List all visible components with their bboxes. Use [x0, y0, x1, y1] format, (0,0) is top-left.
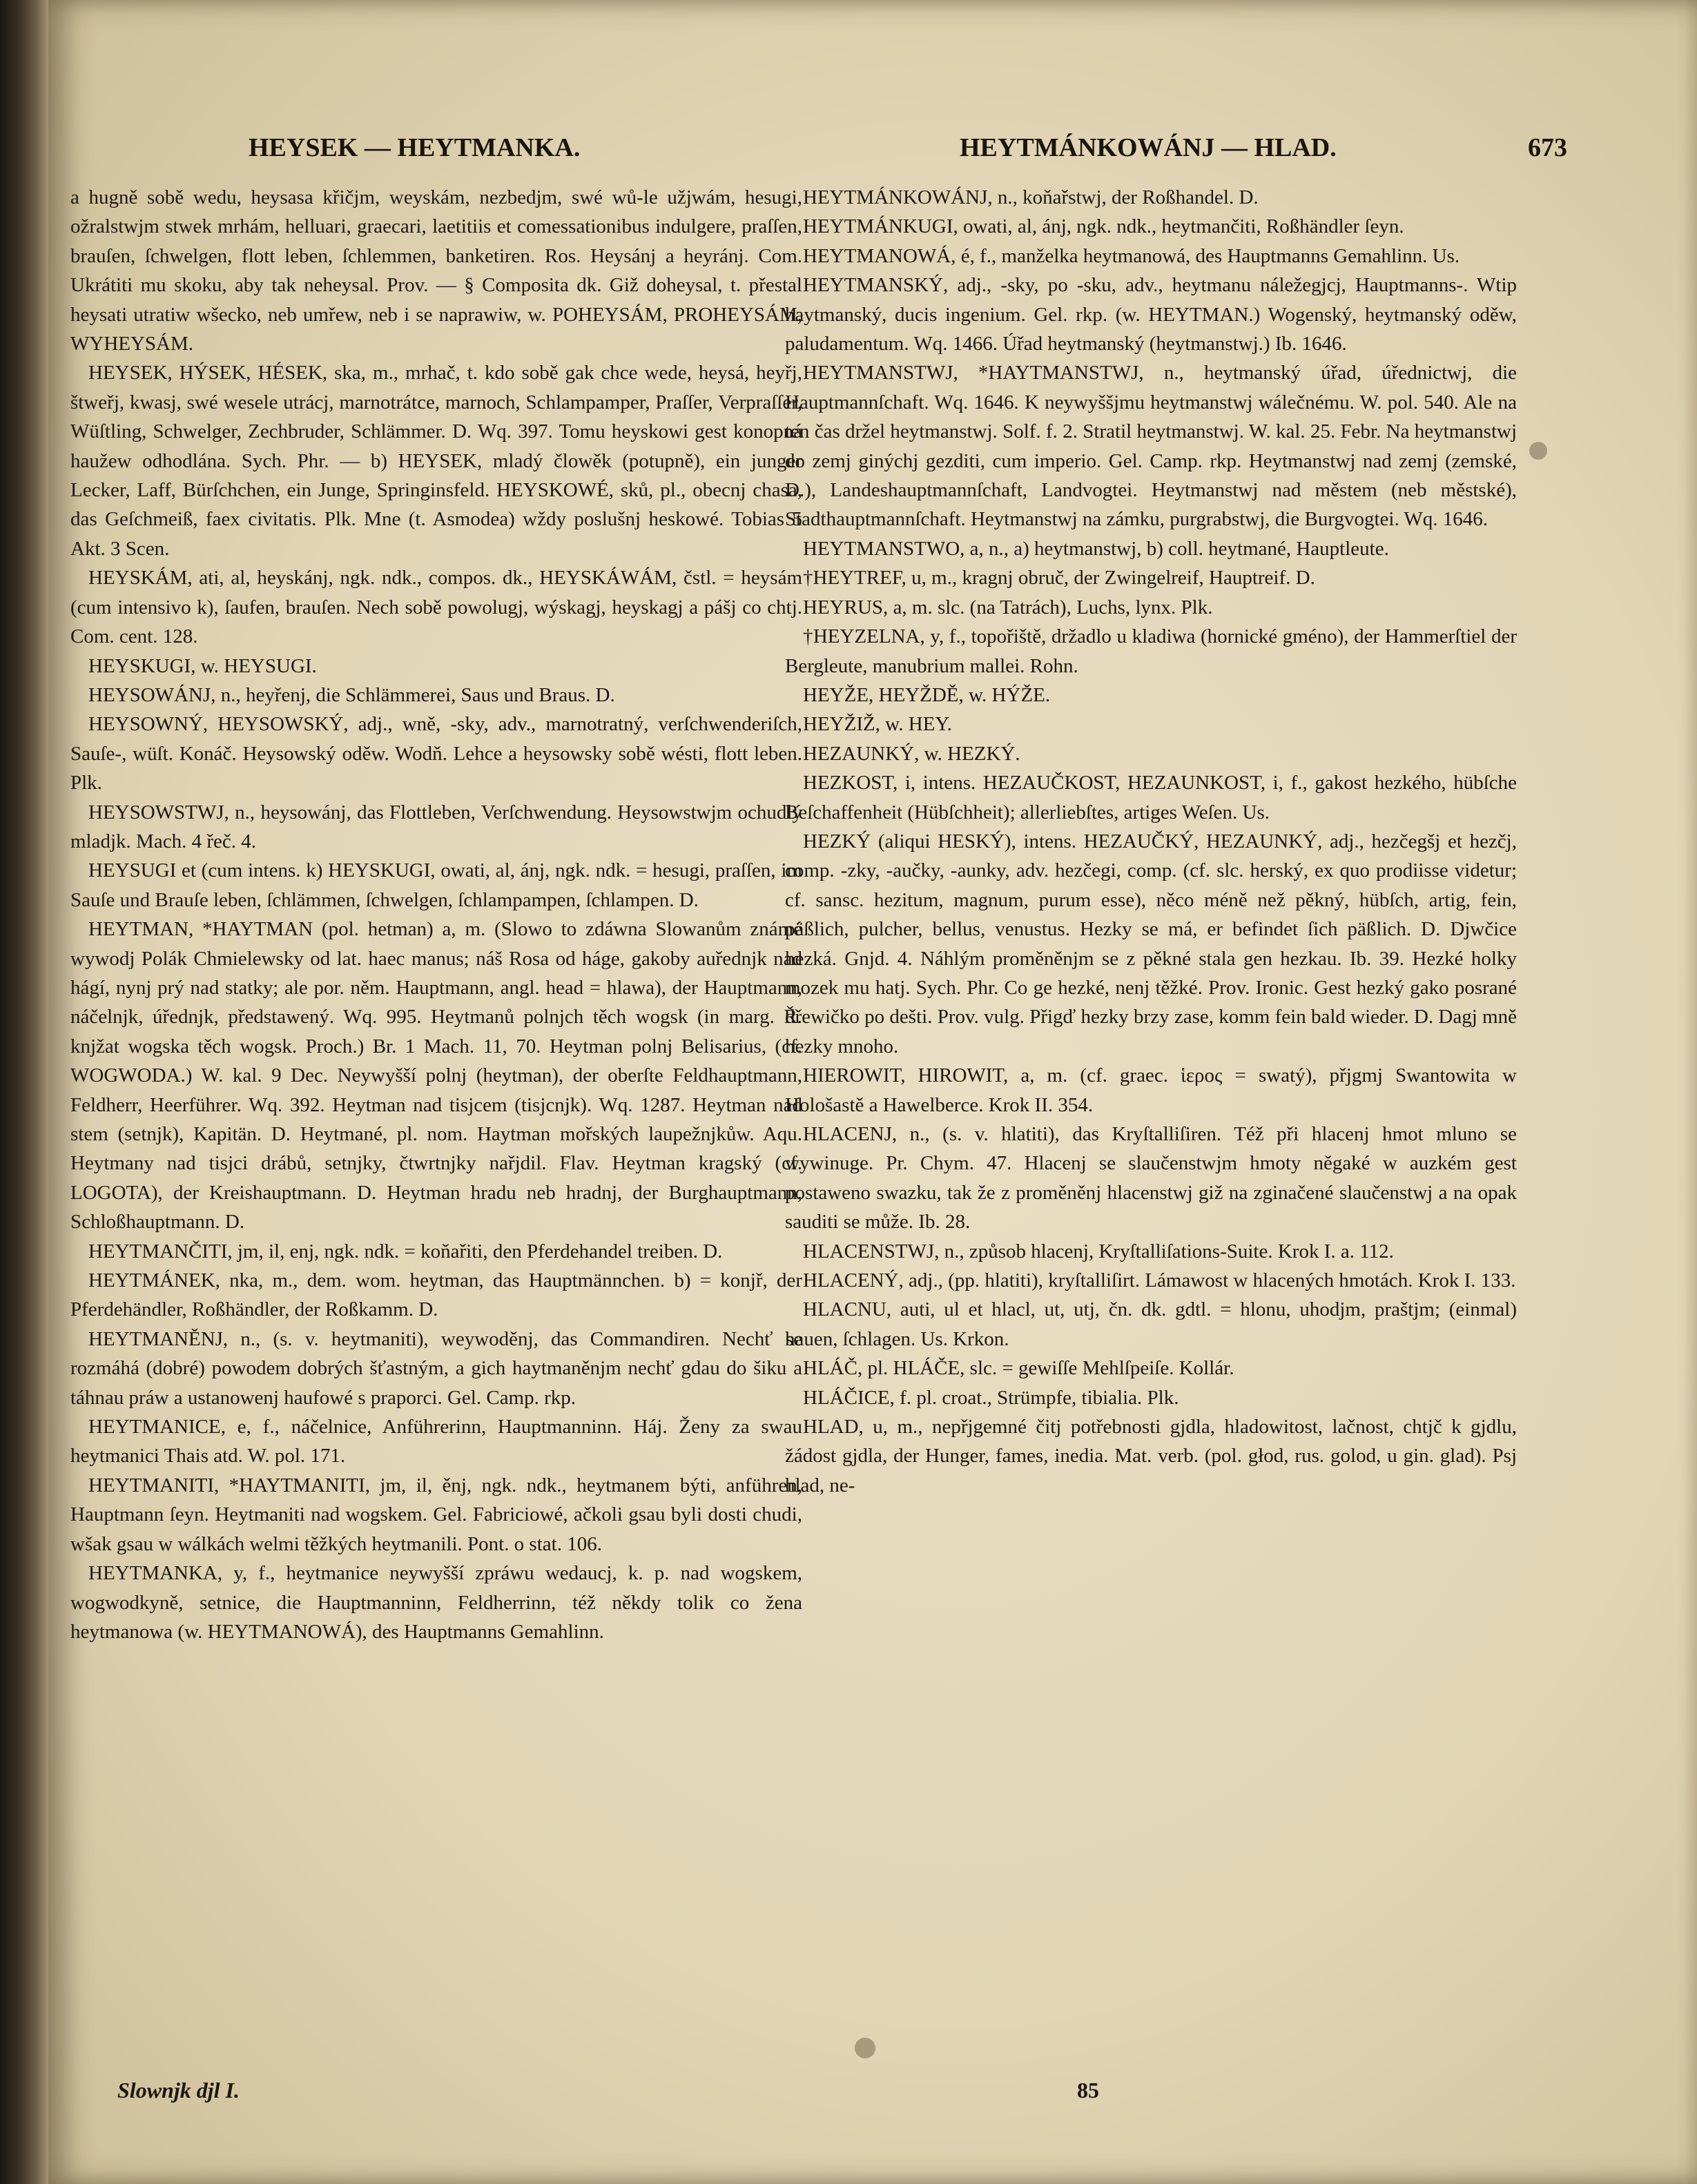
entry-hlad: HLAD, u, m., nepřjgemné čitj potřebnosti gjdla, hladowitost, lačnost, chtjč k gjdlu, žádost gjdla, der Hunger, fames, inedia. Mat. verb. (pol. głod, rus. golod, u gin. glad). Psj hlad, ne-	[785, 1416, 1517, 1496]
entry-heysek: HEYSEK, HÝSEK, HÉSEK, ska, m., mrhač, t. kdo sobě gak chce wede, heysá, heyřj, štweřj, kwasj, swé wesele utrácj, marnotrátce, marnoch, Schlampamper, Praſſer, Verpraſſer, Wüſtling, Schwelger, Zechbruder, Schlämmer. D. Wq. 397. Tomu heyskowi gest konopná haužew odhodlána. Sych. Phr. — b) HEYSEK, mladý člowěk (potupně), ein junger Lecker, Laff, Bürſchchen, ein Junge, Springinsfeld. HEYSKOWÉ, sků, pl., obecnj chasa, das Geſchmeiß, faex civitatis. Plk. Mne (t. Asmodea) wždy poslušnj heskowé. Tobias 5 Akt. 3 Scen.	[70, 362, 802, 560]
entry-heytmankugi: HEYTMÁNKUGI, owati, al, ánj, ngk. ndk., heytmančiti, Roßhändler ſeyn.	[803, 215, 1404, 238]
entry-heytmanice: HEYTMANICE, e, f., náčelnice, Anführerinn, Hauptmanninn. Háj. Ženy za swau heytmanici Thais atd. W. pol. 171.	[70, 1416, 802, 1468]
entry-hezkost: HEZKOST, i, intens. HEZAUČKOST, HEZAUNKOST, i, f., gakost hezkého, hübſche Beſchaffenheit (Hübſchheit); allerliebſtes, artiges Weſen. Us.	[785, 772, 1517, 823]
entry-heyskam: HEYSKÁM, ati, al, heyskánj, ngk. ndk., compos. dk., HEYSKÁWÁM, čstl. = heysám (cum intensivo k), ſaufen, brauſen. Nech sobě powolugj, wýskagj, heyskagj a pášj co chtj. Com. cent. 128.	[70, 567, 802, 648]
running-header	[138, 133, 1595, 174]
page-footer	[117, 2078, 1498, 2112]
entry-hezky: HEZKÝ (aliqui HESKÝ), intens. HEZAUČKÝ, HEZAUNKÝ, adj., hezčegšj et hezčj, comp. -zky, -aučky, -aunky, adv. hezčegi, comp. (cf. slc. herský, ex quo prodiisse videtur; cf. sansc. hezitum, magnum, purum esse), něco méně než pěkný, hübſch, artig, fein, päßlich, pulcher, bellus, venustus. Hezky se má, er befindet ſich päßlich. D. Djwčice hezká. Gnjd. 4. Náhlým proměněnjm se z pěkné stala gen hezkau. Ib. 39. Hezké holky mozek mu hatj. Sych. Phr. Co ge hezké, nenj těžké. Prov. Ironic. Gest hezký gako posrané dřewičko po dešti. Prov. vulg. Přigď hezky brzy zase, komm fein bald wieder. D. Dagj mně hezky mnoho.	[785, 830, 1517, 1057]
entry-hierowit: HIEROWIT, HIROWIT, a, m. (cf. graec. ἱερος = swatý), přjgmj Swantowita w Hološastě a Hawelberce. Krok II. 354.	[785, 1064, 1517, 1116]
entry-heyrus: HEYRUS, a, m. slc. (na Tatrách), Luchs, lynx. Plk.	[803, 596, 1213, 618]
entry-heytmansky: HEYTMANSKÝ, adj., -sky, po -sku, adv., heytmanu náležegjcj, Hauptmanns-. Wtip haytmanský, ducis ingenium. Gel. rkp. (w. HEYTMAN.) Wogenský, heytmanský oděw, paludamentum. Wq. 1466. Úřad heytmanský (heytmanstwj.) Ib. 1646.	[785, 274, 1517, 355]
entry-hlacnu: HLACNU, auti, ul et hlacl, ut, utj, čn. dk. gdtl. = hlonu, uhodjm, praštjm; (einmal) hauen, ſchlagen. Us. Krkon.	[785, 1298, 1517, 1350]
entry-heytman: HEYTMAN, *HAYTMAN (pol. hetman) a, m. (Slowo to zdáwna Slowanům známé wywodj Polák Chmielewsky od lat. haec manus; náš Rosa od háge, gakoby auřednjk nad hágí, nynj prý nad statky; ale por. něm. Hauptmann, angl. head = hlawa), der Hauptmann, náčelnjk, úřednjk, předstawený. Wq. 995. Heytmanů polnjch těch wogsk (in marg. Ř. knjžat wogska těch wogsk. Proch.) Br. 1 Mach. 11, 70. Heytman polnj Belisarius, (cf. WOGWODA.) W. kal. 9 Dec. Neywyšší polnj (heytman), der oberſte Feldhauptmann, Feldherr, Heerführer. Wq. 392. Heytman nad tisjcem (tisjcnjk). Wq. 1287. Heytman nad stem (setnjk), Kapitän. D. Heytmané, pl. nom. Haytman mořských laupežnjkůw. Aqu. Heytmany nad tisjci drábů, setnjky, čtwrtnjky nařjdil. Flav. Heytman kragský (cf. LOGOTA), der Kreishauptmann. D. Heytman hradu neb hradnj, der Burghauptmann, Schloßhauptmann. D.	[70, 918, 802, 1234]
entry-heysowny: HEYSOWNÝ, HEYSOWSKÝ, adj., wně, -sky, adv., marnotratný, verſchwenderiſch, Sauſe-, wüſt. Konáč. Heysowský oděw. Wodň. Lehce a heysowsky sobě wésti, flott leben. Plk.	[70, 713, 802, 794]
entry-heysugi: HEYSUGI et (cum intens. k) HEYSKUGI, owati, al, ánj, ngk. ndk. = hesugi, praſſen, im Sauſe und Brauſe leben, ſchlämmen, ſchwelgen, ſchlampampen, ſchlampen. D.	[70, 859, 802, 911]
entry-hezaunky: HEZAUNKÝ, w. HEZKÝ.	[803, 742, 1020, 765]
entry-hlacenstwj: HLACENSTWJ, n., způsob hlacenj, Kryſtalliſations-Suite. Krok I. a. 112.	[803, 1240, 1394, 1262]
right-column	[785, 183, 1517, 1500]
header-left-title: HEYSEK — HEYTMANKA.	[249, 133, 581, 162]
entry-heytmanciti: HEYTMANČITI, jm, il, enj, ngk. ndk. = koňařiti, den Pferdehandel treiben. D.	[88, 1240, 723, 1262]
entry-heytmanenj: HEYTMANĚNJ, n., (s. v. heytmaniti), weywoděnj, das Commandiren. Nechť se rozmáhá (dobré) powodem dobrých šťastným, a gich haytmaněnjm nechť gdau do šiku a táhnau práw a ustanowenj haufowé s praporci. Gel. Camp. rkp.	[70, 1327, 802, 1409]
entry-heyziz: HEYŽIŽ, w. HEY.	[803, 713, 952, 736]
entry-heysowstwj: HEYSOWSTWJ, n., heysowánj, das Flottleben, Verſchwendung. Heysowstwjm ochudlý mladjk. Mach. 4 řeč. 4.	[70, 801, 802, 852]
entry-heyzelna: †HEYZELNA, y, f., topořiště, držadlo u kladiwa (hornické gméno), der Hammerſtiel der Bergleute, manubrium mallei. Rohn.	[785, 625, 1517, 677]
entry-heytmanka: HEYTMANKA, y, f., heytmanice neywyšší zpráwu wedaucj, k. p. nad wogskem, wogwodkyně, setnice, die Hauptmanninn, Feldherrinn, též někdy tolik co žena heytmanowa (w. HEYTMANOWÁ), des Hauptmanns Gemahlinn.	[70, 1562, 802, 1643]
entry-heytmanstwj: HEYTMANSTWJ, *HAYTMANSTWJ, n., heytmanský úřad, úřednictwj, die Hauptmannſchaft. Wq. 1646. K neywyššjmu heytmanstwj wálečnému. W. pol. 540. Ale na ten čas držel heytmanstwj. Solf. f. 2. Stratil heytmanstwj. W. kal. 25. Febr. Na heytmanstwj do zemj ginýchj gezditi, cum imperio. Gel. Camp. rkp. Heytmanstwj nad zemj (zemské, D.), Landeshauptmannſchaft, Landvogtei. Heytmanstwj nad městem (neb městské), Stadthauptmannſchaft. Heytmanstwj na zámku, purgrabstwj, die Burgvogtei. Wq. 1646.	[785, 362, 1517, 531]
book-spine-edge	[0, 0, 48, 2184]
left-column	[70, 183, 802, 1646]
header-right-title: HEYTMÁNKOWÁNJ — HLAD.	[960, 133, 1337, 162]
paper-spot	[855, 2038, 875, 2058]
entry-hlac: HLÁČ, pl. HLÁČE, slc. = gewiſſe Mehlſpeiſe. Kollár.	[803, 1357, 1234, 1380]
signature-mark: Slownjk djl I.	[117, 2078, 240, 2103]
entry-heyskugi: HEYSKUGI, w. HEYSUGI.	[88, 654, 317, 677]
entry-heyze: HEYŽE, HEYŽDĚ, w. HÝŽE.	[803, 683, 1051, 706]
entry-heytref: †HEYTREF, u, m., kragnj obruč, der Zwingelreif, Hauptreif. D.	[803, 567, 1315, 589]
entry-heytmaniti: HEYTMANITI, *HAYTMANITI, jm, il, ěnj, ngk. ndk., heytmanem býti, anführen, Hauptmann ſeyn. Heytmaniti nad wogskem. Gel. Fabriciowé, ačkoli gsau byli dosti chudi, wšak gsau w wálkách welmi těžkých heytmanili. Pont. o stat. 106.	[70, 1474, 802, 1555]
entry-heytmanek: HEYTMÁNEK, nka, m., dem. wom. heytman, das Hauptmännchen. b) = konjř, der Pferdehändler, Roßhändler, der Roßkamm. D.	[70, 1269, 802, 1321]
entry-heytmanowa: HEYTMANOWÁ, é, f., manželka heytmanowá, des Hauptmanns Gemahlinn. Us.	[803, 244, 1460, 267]
sheet-number: 85	[1077, 2078, 1099, 2103]
entry-hlacenj: HLACENJ, n., (s. v. hlatiti), das Kryſtalliſiren. Též při hlacenj hmot mluno se wywinuge. Pr. Chym. 47. Hlacenj se slaučenstwjm hmoty něgaké w auzkém gest postaweno swazku, tak že z proměněnj hlacenstwj giž na zginačené slaučenstwj a na opak sauditi se může. Ib. 28.	[785, 1123, 1517, 1234]
entry-continuation: a hugně sobě wedu, heysasa křičjm, weyskám, nezbedjm, swé wů-le užjwám, hesugi, ožralstwjm stwek mrhám, helluari, graecari, laetitiis et comessationibus indulgere, praſſen, brauſen, ſchwelgen, flott leben, ſchlemmen, banketiren. Ros. Heysánj a heyránj. Com. Ukrátiti mu skoku, aby tak neheysal. Prov. — § Composita dk. Giž doheysal, t. přestal heysati utratiw wšecko, neb umřew, neb i se naprawiw, w. POHEYSÁM, PROHEYSÁM, WYHEYSÁM.	[70, 186, 802, 355]
page-number: 673	[1528, 133, 1567, 162]
paper-spot	[1529, 442, 1547, 460]
entry-heysowanj: HEYSOWÁNJ, n., heyřenj, die Schlämmerei, Saus und Braus. D.	[88, 683, 615, 706]
entry-hlaceny: HLACENÝ, adj., (pp. hlatiti), kryſtalliſirt. Lámawost w hlacených hmotách. Krok I. 133.	[803, 1269, 1516, 1292]
entry-hlacice: HLÁČICE, f. pl. croat., Strümpfe, tibialia. Plk.	[803, 1386, 1179, 1409]
entry-heytmankowanj: HEYTMÁNKOWÁNJ, n., koňařstwj, der Roßhandel. D.	[803, 186, 1259, 208]
entry-heytmanstwo: HEYTMANSTWO, a, n., a) heytmanstwj, b) coll. heytmané, Hauptleute.	[803, 537, 1389, 560]
